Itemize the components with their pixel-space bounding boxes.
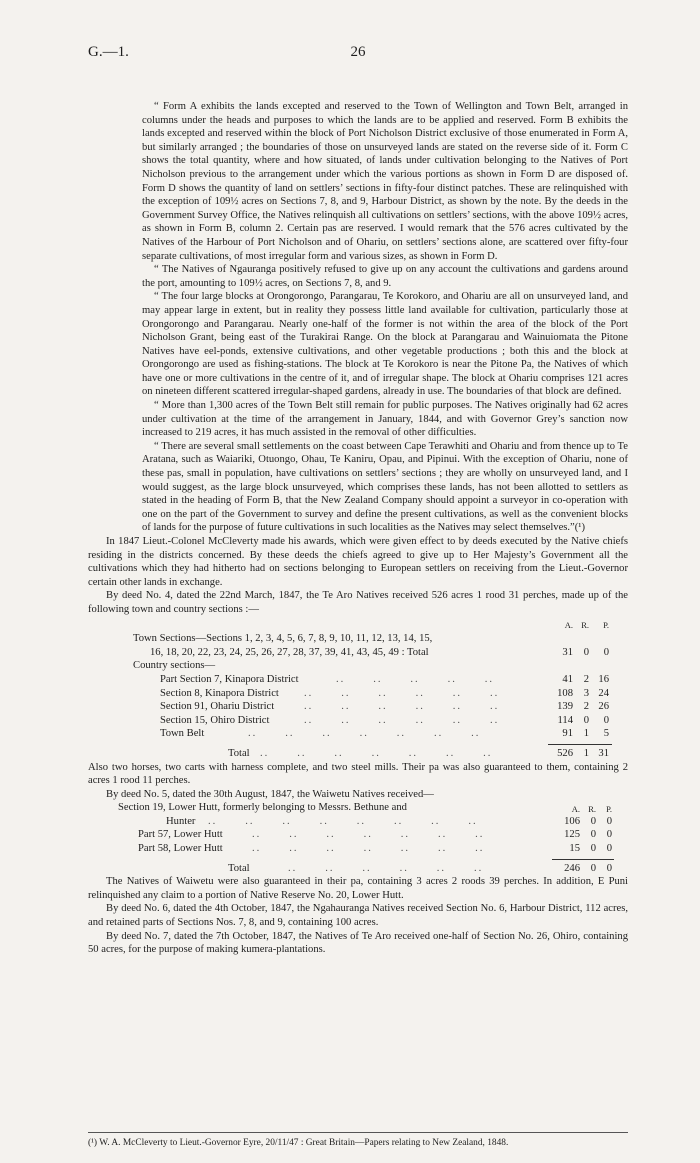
value-perches: 16 xyxy=(598,673,609,685)
paragraph-horses-carts: Also two horses, two carts with harness complete, and two steel mills. Their pa was also guaranteed to them, containing 2 acres 1 rood 11 perches. xyxy=(88,761,628,787)
paragraph-deed-4: By deed No. 4, dated the 22nd March, 1847, the Te Aro Natives received 526 acres 1 rood 31 perches, made up of the following town and country sections :— xyxy=(88,590,628,615)
leader-dots: .. .. .. .. .. .. xyxy=(304,714,500,726)
paragraph-deed-6: By deed No. 6, dated the 4th October, 1847, the Ngahauranga Natives received Section No. 6, Harbour District, 112 acres, and retained parts of Sections Nos. 7, 8, and 9, containing 100 acres. xyxy=(88,903,628,929)
quote-paragraph-5: “ There are several small settlements on the coast between Cape Terawhiti and Ohariu and from thence up to Te Aratana, such as Waiariki, Otuongo, Ohau, Te Kaniru, Opau, and Pipinui. With the exception of Ohariu, none of these pas, small in population, have cultivations on settlers’ sections ; they are wholly on unsurveyed land, and I would suggest, as the large block unsurveyed, which comprises these lands, has not been allotted to settlers as stated in the heading of Form B, that the New Zealand Company should appoint a surveyor in co-operation with one on the part of the Government to survey and define the present cultivations, as well as the convenient blocks of lands for the purpose of future cultivations in such localities as the Natives may select themselves.”(¹) xyxy=(142,440,628,534)
town-sections-line-1: Town Sections—Sections 1, 2, 3, 4, 5, 6, 7, 8, 9, 10, 11, 12, 13, 14, 15, xyxy=(133,633,433,645)
leader-dots: .. .. .. .. .. .. xyxy=(304,701,500,713)
value-perches: 5 xyxy=(603,728,609,740)
total-roods: 1 xyxy=(583,747,589,759)
document-reference: G.—1. xyxy=(88,44,129,60)
value-perches: 0 xyxy=(606,843,612,855)
value-acres: 91 xyxy=(562,728,573,740)
paragraph-deed-7: By deed No. 7, dated the 7th October, 1847, the Natives of Te Aro received one-half of Section No. 26, Ohiro, containing 50 acres, for the purpose of making kumera-plantations. xyxy=(88,930,628,956)
leader-dots: .. .. .. .. .. .. xyxy=(288,862,484,874)
unit-roods: R. xyxy=(588,804,596,815)
row-label: Part Section 7, Kinapora District xyxy=(160,673,299,685)
section-19-line-2: Hunter xyxy=(166,815,196,827)
leader-dots: .. .. .. .. .. .. .. xyxy=(252,843,485,855)
leader-dots: .. .. .. .. .. .. xyxy=(304,687,500,699)
page-number: 26 xyxy=(350,44,366,60)
row-label: Part 57, Lower Hutt xyxy=(138,829,223,841)
leader-dots: .. .. .. .. .. .. .. xyxy=(248,728,481,740)
table-row xyxy=(88,646,628,660)
table-row xyxy=(88,727,628,741)
total-rule xyxy=(552,859,614,860)
page-body xyxy=(88,100,628,957)
deed-4-table xyxy=(88,619,628,761)
total-perches: 31 xyxy=(598,747,609,759)
quote-paragraph-1: “ Form A exhibits the lands excepted and reserved to the Town of Wellington and Town Belt, arranged in columns under the heads and purposes to which the lands are to be applied and reserved. Form B exhibits the lands excepted and reserved within the block of Port Nicholson District exclusive of those enumerated in Form A, but similarly arranged ; the boundaries of those on unsurveyed lands are stated on the reverse side of it. Form C shows the total quantity, where and how situated, of lands under cultivation belonging to the Natives of Port Nicholson previous to the arrangement under which the various portions as shown in Form D are disposed of. Form D shows the quantity of land on settlers’ sections in fifty-four distinct patches. These are relinquished with the exception of 109½ acres on Sections 7, 8, and 9, Harbour District, as shown by the note. By the deeds in the Government Survey Office, the Natives relinquish all cultivations on settlers’ sections, with the above 109½ acres, as shown in Form B, column 2. Certain pas are reserved. I would remark that the 576 acres cultivated by the Natives of the Harbour of Port Nicholson and of Ohariu, on settlers’ sections alone, are scattered over fifty-four separate cultivations, of most irregular form and various sizes, as shown in Form D. xyxy=(142,101,628,262)
total-acres: 526 xyxy=(557,747,573,759)
table-row xyxy=(88,632,628,646)
total-label: Total xyxy=(228,862,250,874)
value-acres: 108 xyxy=(557,687,573,699)
paragraph-waiwetu-pa: The Natives of Waiwetu were also guaranteed in their pa, containing 3 acres 2 roods 39 perches. In addition, E Puni relinquished any claim to a portion of Native Reserve No. 20, Lower Hutt. xyxy=(88,876,628,901)
section-19-line-1: Section 19, Lower Hutt, formerly belonging to Messrs. Bethune and xyxy=(118,802,407,814)
value-roods: 2 xyxy=(583,673,589,685)
quoted-report xyxy=(142,100,628,535)
table-row-total xyxy=(88,747,628,761)
unit-roods: R. xyxy=(581,619,589,630)
value-roods: 0 xyxy=(583,714,589,726)
value-perches: 26 xyxy=(598,701,609,713)
value-roods: 0 xyxy=(590,815,596,827)
value-acres: 125 xyxy=(564,829,580,841)
unit-perches: P. xyxy=(606,804,612,815)
table-row xyxy=(88,714,628,728)
quote-paragraph-4: “ More than 1,300 acres of the Town Belt still remain for public purposes. The Natives originally had 62 acres under cultivation at the time of the arrangement in January, 1844, and with Governor Grey’s sanction now increased to 219 acres, it has much assisted in the removal of other difficulties. xyxy=(142,400,628,439)
table-row xyxy=(88,659,628,673)
leader-dots: .. .. .. .. .. xyxy=(336,673,495,685)
value-perches: 0 xyxy=(603,646,609,658)
leader-dots: .. .. .. .. .. .. .. xyxy=(260,747,493,759)
row-label: Town Belt xyxy=(160,728,205,740)
value-acres: 31 xyxy=(562,646,573,658)
leader-dots: .. .. .. .. .. .. .. .. xyxy=(208,815,478,827)
value-acres: 139 xyxy=(557,701,573,713)
page-header xyxy=(88,44,628,64)
unit-perches: P. xyxy=(603,619,609,630)
total-label: Total xyxy=(228,747,250,759)
row-label: Part 58, Lower Hutt xyxy=(138,843,223,855)
value-perches: 24 xyxy=(598,687,609,699)
row-label: Section 15, Ohiro District xyxy=(160,714,270,726)
value-acres: 114 xyxy=(557,714,573,726)
row-label: Section 91, Ohariu District xyxy=(160,701,275,713)
unit-acres: A. xyxy=(571,804,580,815)
table-row xyxy=(88,687,628,701)
value-roods: 3 xyxy=(583,687,589,699)
country-sections-heading: Country sections— xyxy=(133,660,216,672)
row-label: Section 8, Kinapora District xyxy=(160,687,279,699)
deed-5-table xyxy=(88,801,628,875)
value-acres: 15 xyxy=(569,843,580,855)
quote-paragraph-3: “ The four large blocks at Orongorongo, Parangarau, Te Korokoro, and Ohariu are all on unsurveyed land, and may appear large in extent, but in reality they possess little land available for cultivation, particularly those at Orongorongo and Parangarau. Nearly one-half of the former is not within the area of the block of the Port Nicholson Grant, being east of the Turakirai Range. On the block at Parangarau and Wainuiomata the Pitone Natives have eel-ponds, extensive cultivations, and other vegetable productions ; both this and the block at Orongorongo are used as fishing-stations. The block at Te Korokoro is near the Pitone Pa, the Natives of which have one or more cultivations in the centre of it, and of irregular shape. The block at Ohariu comprises 121 acres on nineteen different scattered irregular-shaped gardens, already in use. The boundaries of that block are defined. xyxy=(142,291,628,398)
table-row xyxy=(88,828,628,842)
table-row xyxy=(88,673,628,687)
value-perches: 0 xyxy=(603,714,609,726)
table-row-total xyxy=(88,862,628,876)
leader-dots: .. .. .. .. .. .. .. xyxy=(252,829,485,841)
value-acres: 106 xyxy=(564,815,580,827)
table-row xyxy=(88,700,628,714)
paragraph-deed-5: By deed No. 5, dated the 30th August, 1847, the Waiwetu Natives received— xyxy=(106,788,434,800)
total-rule xyxy=(548,744,612,745)
table-row xyxy=(88,842,628,856)
value-roods: 0 xyxy=(583,646,589,658)
total-perches: 0 xyxy=(606,862,612,874)
total-acres: 246 xyxy=(564,862,580,874)
footnote-rule xyxy=(88,1132,628,1133)
footnote: (¹) W. A. McCleverty to Lieut.-Governor Eyre, 20/11/47 : Great Britain—Papers relating to New Zealand, 1848. xyxy=(88,1138,509,1148)
quote-paragraph-2: “ The Natives of Ngauranga positively refused to give up on any account the cultivations and gardens around the port, amounting to 109½ acres, on Sections 7, 8, and 9. xyxy=(142,264,628,289)
town-sections-line-2: 16, 18, 20, 22, 23, 24, 25, 26, 27, 28, 37, 39, 41, 43, 45, 49 : Total xyxy=(150,646,429,658)
value-roods: 1 xyxy=(583,728,589,740)
table-row xyxy=(88,815,628,829)
unit-acres: A. xyxy=(564,619,573,630)
table-row xyxy=(88,801,628,815)
value-acres: 41 xyxy=(562,673,573,685)
value-roods: 0 xyxy=(590,829,596,841)
value-perches: 0 xyxy=(606,829,612,841)
table-units-header xyxy=(88,619,628,633)
total-roods: 0 xyxy=(590,862,596,874)
paragraph-1847-awards: In 1847 Lieut.-Colonel McCleverty made his awards, which were given effect to by deeds executed by the Native chiefs residing in the districts concerned. By these deeds the chiefs agreed to give up to Her Majesty’s Government all the cultivations which they had hitherto had on sections belonging to European settlers on receiving from the Lieut.-Governor certain other lands in exchange. xyxy=(88,536,628,588)
value-roods: 0 xyxy=(590,843,596,855)
value-roods: 2 xyxy=(583,701,589,713)
value-perches: 0 xyxy=(606,815,612,827)
